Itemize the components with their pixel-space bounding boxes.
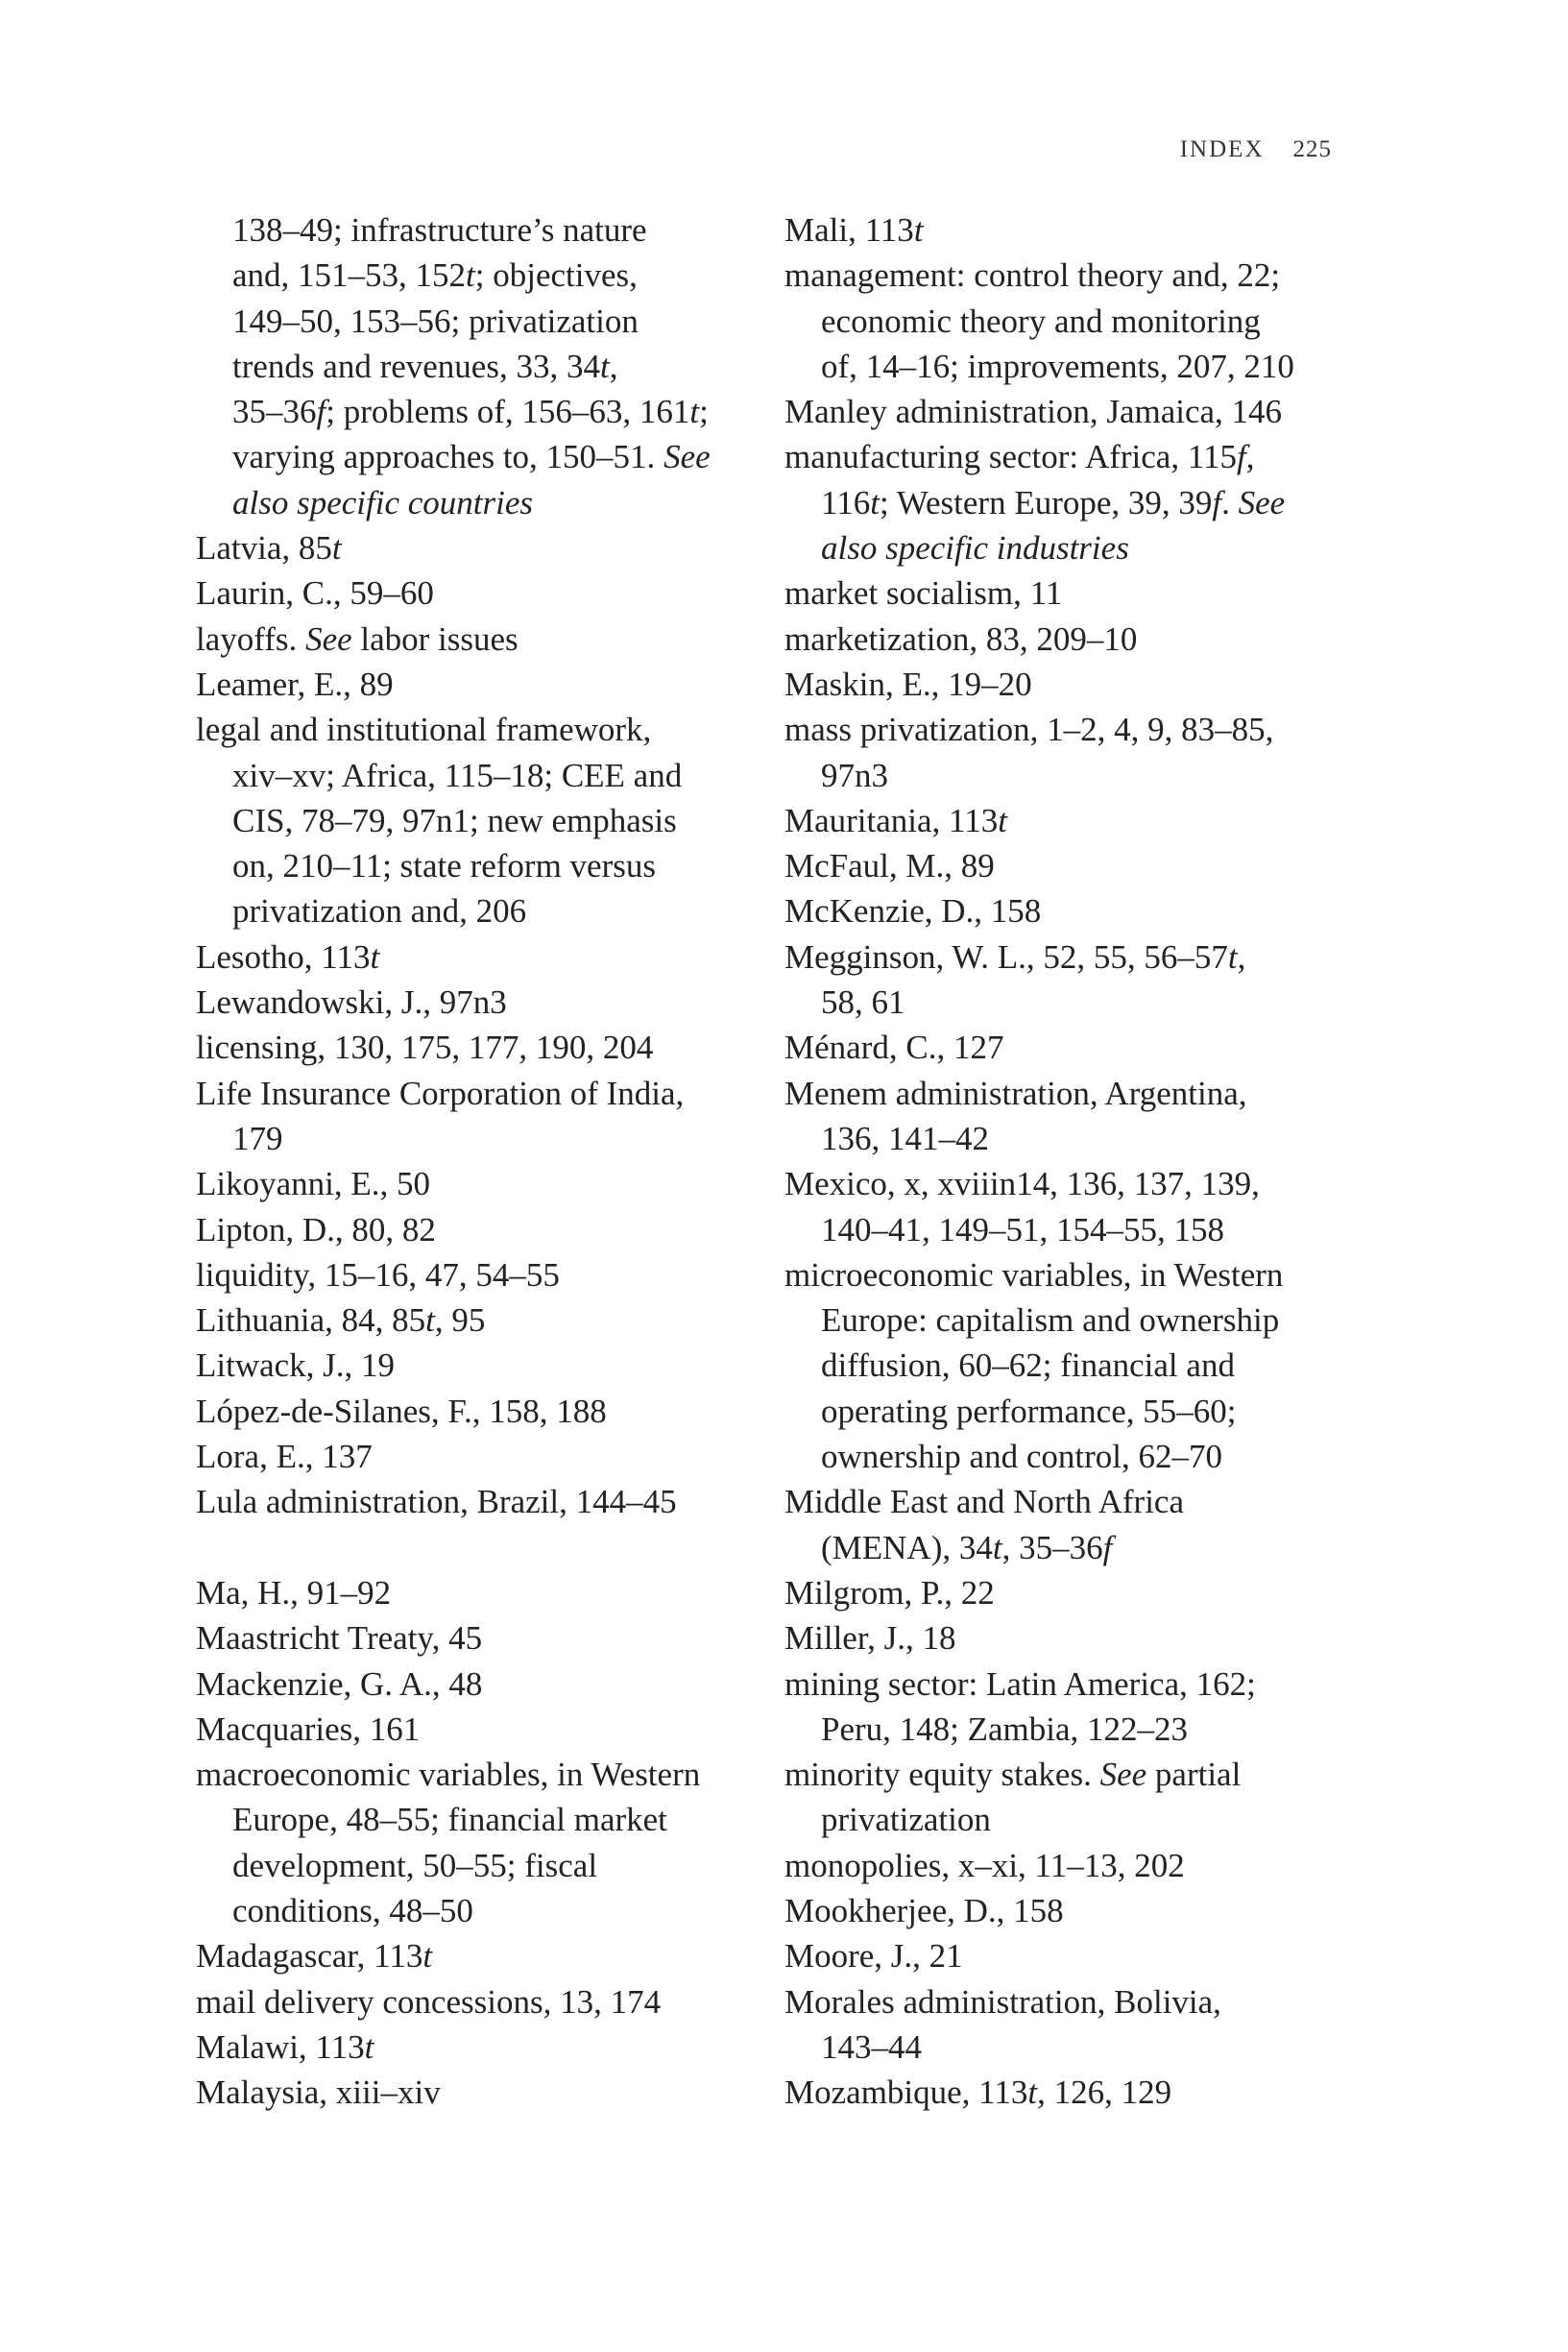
index-entry: layoffs. See labor issues [196, 619, 519, 658]
index-entry: macroeconomic variables, in Western [196, 1756, 701, 1794]
index-entry: Morales administration, Bolivia, [784, 1982, 1221, 2021]
index-entry-continuation: operating performance, 55–60; [821, 1392, 1237, 1430]
index-entry-continuation: development, 50–55; fiscal [232, 1846, 598, 1884]
index-entry: minority equity stakes. See partial [784, 1756, 1242, 1794]
index-entry: manufacturing sector: Africa, 115f, [784, 438, 1255, 476]
index-entry: Milgrom, P., 22 [784, 1573, 995, 1612]
index-entry: McFaul, M., 89 [784, 847, 995, 885]
index-entry: Litwack, J., 19 [196, 1346, 396, 1385]
index-entry: Moore, J., 21 [784, 1937, 963, 1976]
index-entry-continuation: conditions, 48–50 [232, 1891, 473, 1929]
index-entry-continuation: 138–49; infrastructure’s nature [232, 211, 647, 249]
index-entry-continuation: privatization and, 206 [232, 892, 527, 931]
index-entry: McKenzie, D., 158 [784, 892, 1042, 931]
index-entry: Leamer, E., 89 [196, 665, 394, 703]
index-entry: mining sector: Latin America, 162; [784, 1664, 1256, 1703]
index-entry: Madagascar, 113t [196, 1937, 433, 1976]
index-entry-continuation: 97n3 [821, 756, 888, 794]
index-entry: mail delivery concessions, 13, 174 [196, 1982, 662, 2021]
index-entry: Mali, 113t [784, 211, 924, 249]
header-section: INDEX [1179, 136, 1265, 162]
index-entry: mass privatization, 1–2, 4, 9, 83–85, [784, 711, 1274, 749]
index-entry: Manley administration, Jamaica, 146 [784, 393, 1283, 431]
index-entry: microeconomic variables, in Western [784, 1255, 1284, 1294]
index-entry-continuation: Europe: capitalism and ownership [821, 1301, 1280, 1340]
index-entry: Menem administration, Argentina, [784, 1074, 1247, 1112]
index-entry-continuation: trends and revenues, 33, 34t, [232, 347, 618, 385]
index-entry: management: control theory and, 22; [784, 256, 1281, 295]
index-entry-continuation: Peru, 148; Zambia, 122–23 [821, 1709, 1189, 1748]
index-entry: Latvia, 85t [196, 529, 342, 568]
index-entry-continuation: Europe, 48–55; financial market [232, 1801, 667, 1839]
index-entry-continuation: ownership and control, 62–70 [821, 1438, 1222, 1476]
index-entry: Likoyanni, E., 50 [196, 1165, 430, 1203]
index-entry-continuation: also specific countries [232, 483, 534, 521]
index-entry: Lula administration, Brazil, 144–45 [196, 1483, 677, 1521]
index-entry: López-de-Silanes, F., 158, 188 [196, 1392, 607, 1430]
index-entry: Maskin, E., 19–20 [784, 665, 1032, 703]
index-entry-continuation: 116t; Western Europe, 39, 39f. See [821, 483, 1286, 521]
index-entry: Macquaries, 161 [196, 1709, 421, 1748]
index-entry-continuation: on, 210–11; state reform versus [232, 847, 656, 885]
index-entry-continuation: (MENA), 34t, 35–36f [821, 1528, 1113, 1566]
running-header [1180, 136, 1332, 163]
index-entry-continuation: 179 [232, 1119, 283, 1157]
index-entry: Malaysia, xiii–xiv [196, 2073, 441, 2112]
index-entry: Mookherjee, D., 158 [784, 1891, 1064, 1929]
index-entry: Ménard, C., 127 [784, 1029, 1004, 1067]
index-entry: Ma, H., 91–92 [196, 1573, 392, 1612]
index-entry-continuation: varying approaches to, 150–51. See [232, 438, 711, 476]
index-entry: Mauritania, 113t [784, 801, 1007, 839]
index-entry-continuation: diffusion, 60–62; financial and [821, 1346, 1235, 1385]
index-entry-continuation: of, 14–16; improvements, 207, 210 [821, 347, 1294, 385]
index-entry: marketization, 83, 209–10 [784, 619, 1138, 658]
index-entry-continuation: economic theory and monitoring [821, 302, 1261, 340]
index-entry: Mexico, x, xviiin14, 136, 137, 139, [784, 1165, 1260, 1203]
index-entry: Malawi, 113t [196, 2027, 374, 2066]
index-entry: Mackenzie, G. A., 48 [196, 1664, 483, 1703]
index-entry-continuation: 35–36f; problems of, 156–63, 161t; [232, 393, 709, 431]
index-entry: Megginson, W. L., 52, 55, 56–57t, [784, 937, 1246, 976]
index-entry: Life Insurance Corporation of India, [196, 1074, 685, 1112]
index-section-gap [196, 1525, 753, 1570]
index-entry-continuation: 136, 141–42 [821, 1119, 989, 1157]
index-entry: legal and institutional framework, [196, 711, 652, 749]
index-entry: Lithuania, 84, 85t, 95 [196, 1301, 486, 1340]
page-number: 225 [1292, 136, 1332, 162]
index-column-left [196, 207, 753, 2115]
index-entry-continuation: 143–44 [821, 2027, 922, 2066]
index-entry-continuation: CIS, 78–79, 97n1; new emphasis [232, 801, 677, 839]
index-entry: Maastricht Treaty, 45 [196, 1619, 483, 1658]
index-entry-continuation: also specific industries [821, 529, 1129, 568]
index-entry-continuation: xiv–xv; Africa, 115–18; CEE and [232, 756, 683, 794]
index-entry: Lesotho, 113t [196, 937, 380, 976]
index-entry: Lora, E., 137 [196, 1438, 373, 1476]
index-entry: Laurin, C., 59–60 [196, 574, 434, 613]
index-entry-continuation: 58, 61 [821, 983, 905, 1022]
index-column-right [784, 207, 1341, 2115]
index-entry: Middle East and North Africa [784, 1483, 1185, 1521]
index-entry-continuation: 149–50, 153–56; privatization [232, 302, 639, 340]
index-entry: Lipton, D., 80, 82 [196, 1210, 436, 1249]
index-entry: Miller, J., 18 [784, 1619, 956, 1658]
index-entry-continuation: privatization [821, 1801, 991, 1839]
index-entry: liquidity, 15–16, 47, 54–55 [196, 1255, 560, 1294]
index-entry-continuation: and, 151–53, 152t; objectives, [232, 256, 638, 295]
index-entry-continuation: 140–41, 149–51, 154–55, 158 [821, 1210, 1224, 1249]
index-entry: market socialism, 11 [784, 574, 1063, 613]
index-entry: monopolies, x–xi, 11–13, 202 [784, 1846, 1185, 1884]
index-entry: Lewandowski, J., 97n3 [196, 983, 507, 1022]
index-entry: licensing, 130, 175, 177, 190, 204 [196, 1029, 654, 1067]
index-entry: Mozambique, 113t, 126, 129 [784, 2073, 1172, 2112]
